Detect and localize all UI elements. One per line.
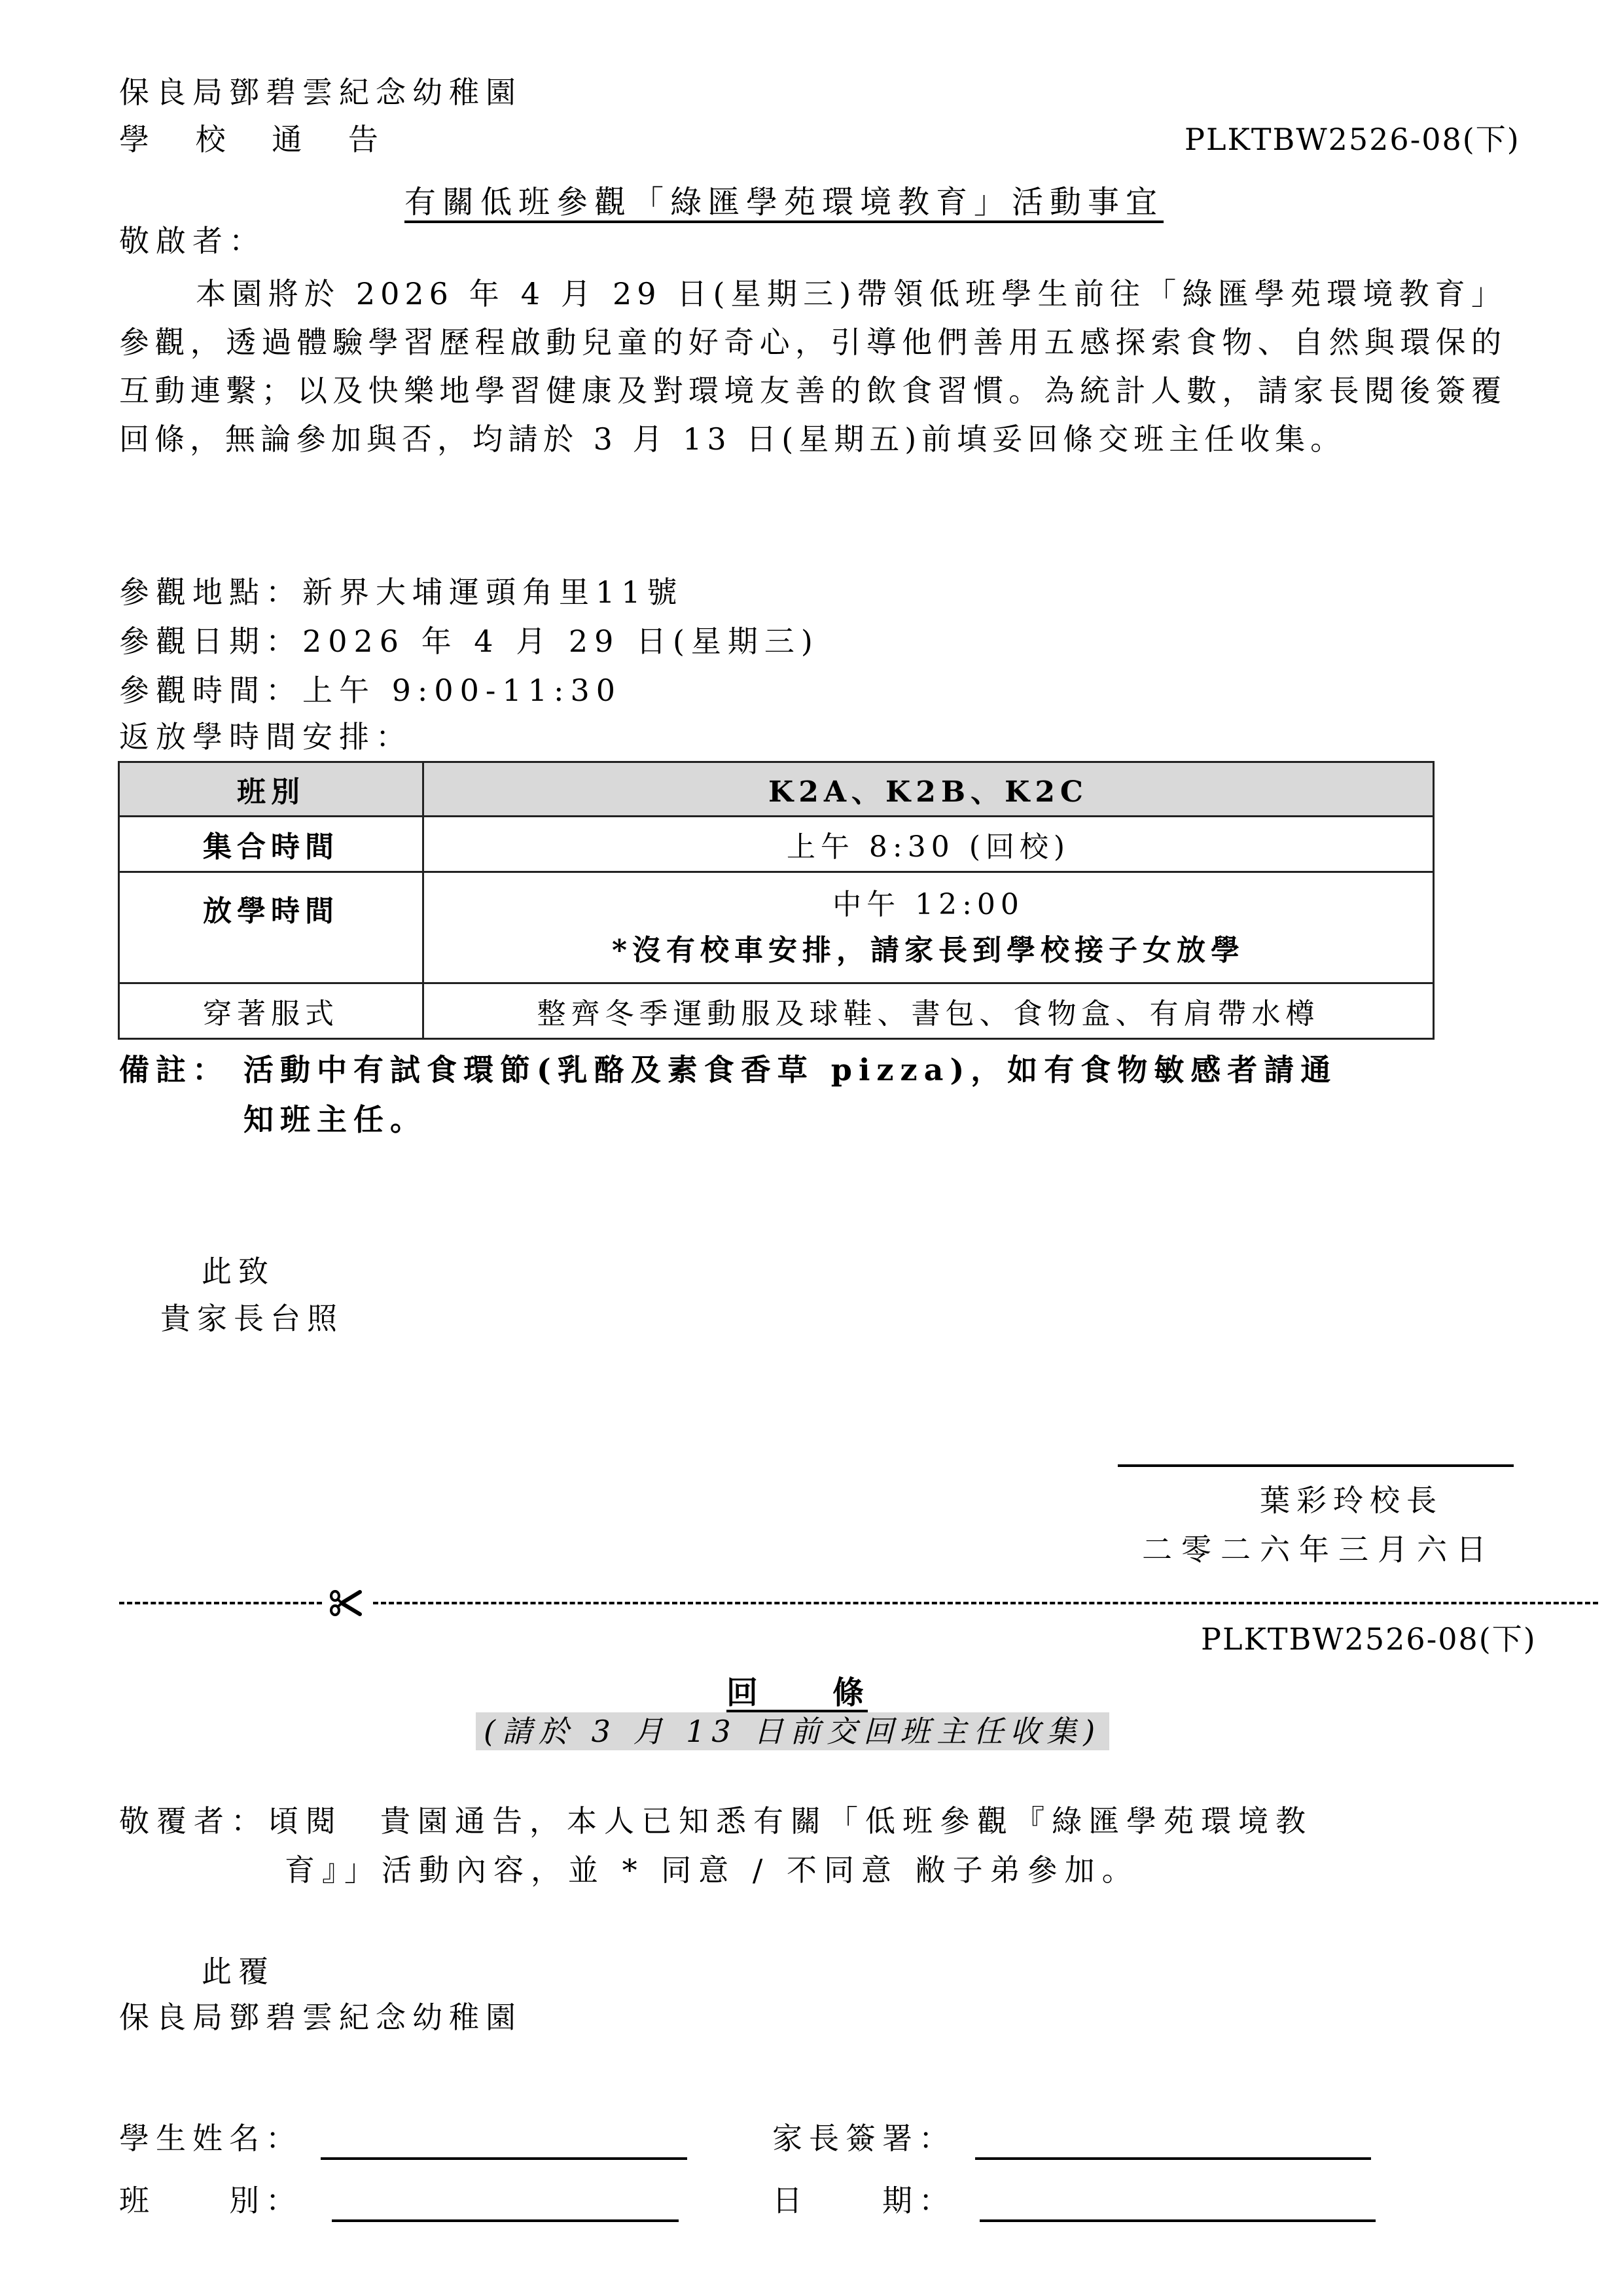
row-label-gather-time: 集合時間 xyxy=(119,817,423,872)
date-line: 參觀日期：2026 年 4 月 29 日(星期三) xyxy=(119,624,819,659)
remark-label: 備註： xyxy=(119,1052,229,1087)
ref-number: PLKTBW2526-08(下) xyxy=(1185,122,1520,157)
reply-slip-title: 回 條 xyxy=(726,1674,868,1711)
row-value-dress-code: 整齊冬季運動服及球鞋、書包、食物盒、有肩帶水樽 xyxy=(423,983,1434,1039)
table-header-class: 班別 xyxy=(119,762,423,817)
cut-line xyxy=(119,1590,1480,1616)
row-value-dismiss-time: 中午 12:00 xyxy=(832,887,1024,921)
remark-line-2: 知班主任。 xyxy=(243,1102,427,1137)
cut-line-dashes-left xyxy=(119,1602,322,1604)
principal-name: 葉彩玲校長 xyxy=(1260,1483,1443,1518)
date-field[interactable] xyxy=(980,2219,1376,2222)
table-row xyxy=(119,983,1434,1039)
closing-line-1: 此致 xyxy=(202,1254,275,1289)
reply-deadline xyxy=(476,1708,1109,1751)
time-line: 參觀時間：上午 9:00-11:30 xyxy=(119,673,622,708)
schedule-table xyxy=(118,761,1435,1040)
table-row xyxy=(119,872,1434,983)
student-name-field[interactable] xyxy=(321,2157,687,2160)
venue-line: 參觀地點：新界大埔運頭角里11號 xyxy=(119,574,684,610)
table-header-row xyxy=(119,762,1434,817)
student-name-label: 學生姓名： xyxy=(119,2121,302,2156)
reply-addressee: 保良局鄧碧雲紀念幼稚園 xyxy=(119,2000,522,2035)
parent-signature-label: 家長簽署： xyxy=(772,2121,955,2156)
notice-date: 二零二六年三月六日 xyxy=(1142,1532,1495,1567)
row-label-dress-code: 穿著服式 xyxy=(119,983,423,1039)
school-name: 保良局鄧碧雲紀念幼稚園 xyxy=(119,75,522,110)
row-value-gather-time: 上午 8:30 (回校) xyxy=(423,817,1434,872)
date-label: 日 期： xyxy=(772,2183,955,2218)
doc-type: 學 校 通 告 xyxy=(119,122,397,157)
reply-ref-number: PLKTBW2526-08(下) xyxy=(1201,1621,1537,1657)
reply-body-line-1: 敬覆者：頃閱 貴園通告，本人已知悉有關「低班參觀『綠匯學苑環境教 xyxy=(119,1803,1313,1839)
cut-line-dashes-right xyxy=(373,1602,1598,1604)
body-paragraph xyxy=(119,270,1507,463)
reply-deadline-text: (請於 3 月 13 日前交回班主任收集) xyxy=(476,1712,1109,1750)
table-header-classes: K2A、K2B、K2C xyxy=(423,762,1434,817)
salutation: 敬啟者： xyxy=(119,223,266,258)
reply-body-line-2: 育』」活動內容，並 * 同意 / 不同意 敝子弟參加。 xyxy=(285,1852,1139,1888)
no-bus-note: *沒有校車安排，請家長到學校接子女放學 xyxy=(611,933,1245,967)
table-row xyxy=(119,817,1434,872)
class-field[interactable] xyxy=(332,2219,679,2222)
parent-signature-field[interactable] xyxy=(975,2157,1371,2160)
body-text: 本園將於 2026 年 4 月 29 日(星期三)帶領低班學生前往「綠匯學苑環境教育」參觀，透過體驗學習歷程啟動兒童的好奇心，引導他們善用五感探索食物、自然與環保的互動連繫；以及快樂地學習健康及對環境友善的飲食習慣。為統計人數，請家長閱後簽覆回條，無論參加與否，均請於 3 月 13 日(星期五)前填妥回條交班主任收集。 xyxy=(119,276,1507,457)
notice-title: 有關低班參觀「綠匯學苑環境教育」活動事宜 xyxy=(404,184,1164,221)
principal-signature-line xyxy=(1118,1464,1514,1467)
row-label-dismiss-time: 放學時間 xyxy=(119,872,423,983)
schedule-heading: 返放學時間安排： xyxy=(119,719,412,754)
remark-line-1: 活動中有試食環節(乳酪及素食香草 pizza)，如有食物敏感者請通 xyxy=(243,1052,1338,1087)
row-dismiss-cell xyxy=(423,872,1434,983)
scissors-icon xyxy=(329,1590,365,1616)
reply-closing: 此覆 xyxy=(202,1954,275,1989)
closing-line-2: 貴家長台照 xyxy=(160,1301,344,1336)
class-label: 班 別： xyxy=(119,2183,302,2218)
